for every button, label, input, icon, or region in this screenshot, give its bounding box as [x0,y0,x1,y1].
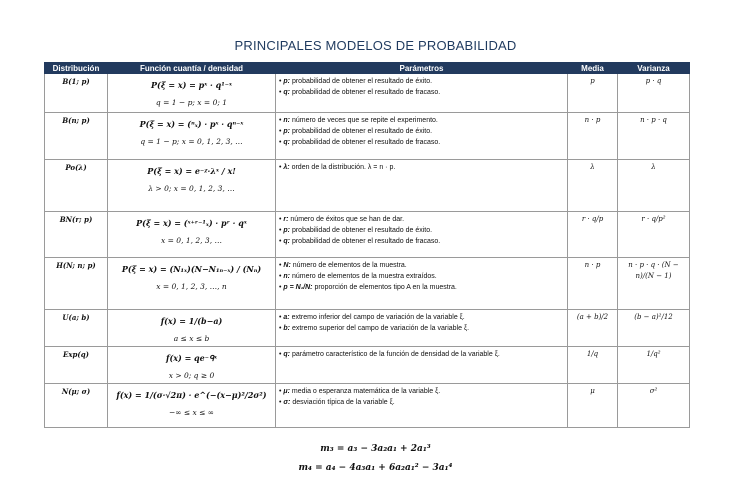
parameter-description: probabilidad de obtener el resultado de éxito. [290,78,433,85]
parameters-cell [276,310,568,347]
parameter-description: probabilidad de obtener el resultado de éxito. [290,227,433,234]
parameter-description: probabilidad de obtener el resultado de fracaso. [290,139,441,146]
parameter-symbol: p = N₁/N: [283,284,313,291]
function-formula: f(x) = qe⁻ᑫˣ [166,353,217,363]
bullet-icon: • [279,216,284,223]
probability-models-table [44,62,690,428]
function-formula: f(x) = 1/(σ·√2π) · e^(−(x−μ)²/2σ²) [116,390,267,400]
parameter-item [279,225,564,236]
parameter-item [279,87,564,98]
mean-cell: r · q/p [568,212,618,258]
distribution-cell: Po(λ) [45,160,108,212]
mean-cell: (a + b)/2 [568,310,618,347]
table-row [45,258,690,310]
function-formula: P(ξ = x) = (N₁ₓ)(N−N₁ₙ₋ₓ) / (Nₙ) [121,264,262,274]
parameter-description: proporción de elementos tipo A en la muestra. [312,284,457,291]
table-row [45,113,690,160]
parameter-symbol: r: [283,216,289,223]
parameter-description: probabilidad de obtener el resultado de fracaso. [290,238,441,245]
parameter-item [279,236,564,247]
parameter-symbol: q: [283,139,291,146]
page-title: PRINCIPALES MODELOS DE PROBABILIDAD [234,38,517,53]
bullet-icon: • [279,128,284,135]
mean-cell: p [568,74,618,113]
function-domain: q = 1 − p; x = 0, 1, 2, 3, … [140,137,243,146]
function-cell [108,347,276,384]
function-formula: P(ξ = x) = (ˣ⁺ʳ⁻¹ₓ) · pʳ · qˣ [136,218,247,228]
parameter-symbol: σ: [283,399,291,406]
moment-m4-formula: m₄ = a₄ − 4a₃a₁ + 6a₂a₁² − 3a₁⁴ [298,463,453,473]
table-header-row [45,63,690,74]
parameter-description: orden de la distribución. λ = n · p. [289,164,396,171]
parameters-cell [276,347,568,384]
parameter-symbol: n: [283,117,291,124]
function-domain: q = 1 − p; x = 0; 1 [155,98,228,107]
function-cell [108,160,276,212]
table-row [45,310,690,347]
parameter-description: número de veces que se repite el experimento. [290,117,438,124]
parameter-item [279,126,564,137]
parameter-symbol: b: [283,325,291,332]
parameter-item [279,312,564,323]
parameter-symbol: p: [283,128,291,135]
function-formula: P(ξ = x) = (ⁿₓ) · pˣ · qⁿ⁻ˣ [139,119,244,129]
variance-cell: r · q/p² [618,212,690,258]
variance-cell: n · p · q · (N − n)/(N − 1) [618,258,690,310]
function-domain: x = 0, 1, 2, 3, …, n [156,282,227,291]
function-domain: a ≤ x ≤ b [173,334,210,343]
distribution-cell: Exp(q) [45,347,108,384]
parameter-description: número de elementos de la muestra extraídos. [290,273,437,280]
variance-cell: 1/q² [618,347,690,384]
parameter-symbol: N: [283,262,291,269]
header-parameters: Parámetros [276,63,568,74]
mean-cell: μ [568,384,618,428]
bullet-icon: • [279,262,284,269]
bullet-icon: • [279,388,284,395]
header-mean: Media [568,63,618,74]
bullet-icon: • [279,238,284,245]
parameter-item [279,162,564,173]
parameter-description: probabilidad de obtener el resultado de éxito. [290,128,433,135]
parameter-item [279,214,564,225]
table-row [45,212,690,258]
function-cell [108,212,276,258]
table-row [45,160,690,212]
function-cell [108,384,276,428]
parameter-symbol: p: [283,227,291,234]
parameters-cell [276,384,568,428]
parameter-symbol: λ: [283,164,290,171]
bullet-icon: • [279,117,284,124]
bullet-icon: • [279,139,284,146]
parameter-description: parámetro característico de la función de densidad de la variable ξ. [290,351,500,358]
parameters-cell [276,258,568,310]
table-row [45,384,690,428]
bullet-icon: • [279,273,284,280]
header-distribution: Distribución [45,63,108,74]
bullet-icon: • [279,284,284,291]
table-row [45,74,690,113]
function-domain: x > 0; q ≥ 0 [168,371,215,380]
function-formula: P(ξ = x) = e⁻ᵡ·λˣ / x! [147,166,236,176]
header-function: Función cuantía / densidad [108,63,276,74]
parameter-symbol: a: [283,314,290,321]
variance-cell: λ [618,160,690,212]
parameter-item [279,260,564,271]
parameter-description: extremo inferior del campo de variación de la variable ξ. [289,314,465,321]
parameter-symbol: n: [283,273,291,280]
parameter-item [279,137,564,148]
function-domain: λ > 0; x = 0, 1, 2, 3, … [148,184,235,193]
distribution-cell: BN(r; p) [45,212,108,258]
distribution-cell: H(N; n; p) [45,258,108,310]
function-cell [108,113,276,160]
parameter-symbol: q: [283,89,291,96]
function-cell [108,74,276,113]
parameter-item [279,115,564,126]
parameter-item [279,386,564,397]
parameter-item [279,323,564,334]
parameter-item [279,397,564,408]
parameter-description: número de éxitos que se han de dar. [288,216,405,223]
parameters-cell [276,113,568,160]
parameters-cell [276,212,568,258]
variance-cell: (b − a)²/12 [618,310,690,347]
bullet-icon: • [279,399,284,406]
parameter-item [279,282,564,293]
parameters-cell [276,160,568,212]
parameter-symbol: μ: [283,388,290,395]
bullet-icon: • [279,325,284,332]
parameter-item [279,271,564,282]
distribution-cell: N(μ; σ) [45,384,108,428]
mean-cell: n · p [568,258,618,310]
parameter-description: extremo superior del campo de variación de la variable ξ. [290,325,470,332]
bullet-icon: • [279,78,284,85]
table-row [45,347,690,384]
parameter-description: desviación típica de la variable ξ. [290,399,395,406]
variance-cell: σ² [618,384,690,428]
parameter-description: número de elementos de la muestra. [290,262,407,269]
mean-cell: 1/q [568,347,618,384]
mean-cell: n · p [568,113,618,160]
bullet-icon: • [279,314,284,321]
parameter-symbol: q: [283,238,291,245]
function-formula: f(x) = 1/(b−a) [160,316,223,326]
parameter-description: media o esperanza matemática de la variable ξ. [289,388,441,395]
function-formula: P(ξ = x) = pˣ · q¹⁻ˣ [151,80,232,90]
parameter-item [279,349,564,360]
parameters-cell [276,74,568,113]
distribution-cell: B(n; p) [45,113,108,160]
bullet-icon: • [279,164,284,171]
mean-cell: λ [568,160,618,212]
parameter-symbol: p: [283,78,291,85]
function-domain: x = 0, 1, 2, 3, … [161,236,222,245]
function-cell [108,310,276,347]
moment-m3-formula: m₃ = a₃ − 3a₂a₁ + 2a₁³ [320,444,431,454]
parameter-item [279,76,564,87]
parameter-description: probabilidad de obtener el resultado de fracaso. [290,89,441,96]
function-domain: −∞ ≤ x ≤ ∞ [168,408,215,417]
function-cell [108,258,276,310]
bullet-icon: • [279,227,284,234]
bullet-icon: • [279,351,284,358]
distribution-cell: U(a; b) [45,310,108,347]
variance-cell: p · q [618,74,690,113]
bullet-icon: • [279,89,284,96]
variance-cell: n · p · q [618,113,690,160]
parameter-symbol: q: [283,351,291,358]
distribution-cell: B(1; p) [45,74,108,113]
header-variance: Varianza [618,63,690,74]
